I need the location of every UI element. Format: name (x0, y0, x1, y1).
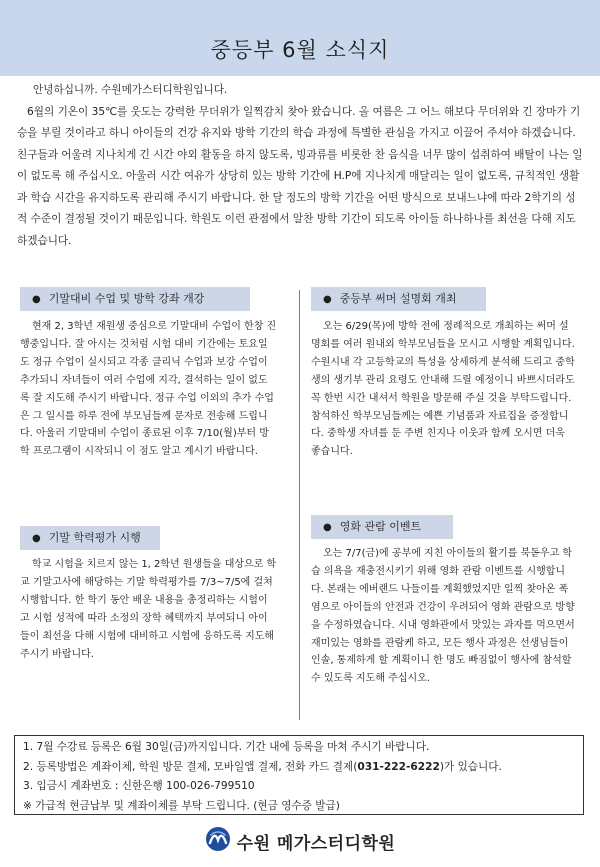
notice-line-4: ※ 가급적 현금납부 및 계좌이체를 부탁 드립니다. (현금 영수증 발급) (23, 799, 340, 812)
section-text-exam-prep (20, 318, 277, 461)
column-divider (299, 290, 300, 720)
notice-line-2 (23, 758, 575, 778)
section-header-summer-briefing (311, 287, 486, 311)
section-title: 기말대비 수업 및 방학 강좌 개강 (48, 292, 205, 305)
section-paragraph: 오는 7/7(금)에 공부에 지친 아이들의 활기를 북돋우고 학습 의욕을 재충전시키기 위해 영화 관람 이벤트를 시행합니다. 본래는 에버랜드 나들이를 계획했었지만 일찍 찾아온 폭염으로 아이들의 안전과 건강이 우려되어 영화 관람으로 방향을 수정하였습니다. 시내 영화관에서 맛있는 과자를 먹으면서 재미있는 영화를 관람케 하고, 모든 행사 과정은 선생님들이 인솔, 통제하게 할 계획이니 한 명도 빠짐없이 행사에 참석할 수 있도록 지도해 주십시오. (311, 548, 575, 685)
section-text-movie-event (311, 545, 576, 688)
section-paragraph: 오는 6/29(목)에 방학 전에 정례적으로 개최하는 써머 설명회를 여러 원내외 학부모님들을 모시고 시행할 계획입니다. 수원시내 각 고등학교의 특성을 상세하게 분석해 드리고 중학생의 생기부 관리 요령도 안내해 드릴 예정이니 바쁘시더라도 꼭 한번 시간 내셔서 학원을 방문해 주실 것을 부탁드립니다. 참석하신 학부모님들께는 예쁜 기념품과 자료집을 증정합니다. 중학생 자녀를 둔 주변 친지나 이웃과 함께 오시면 더욱 좋습니다. (311, 321, 575, 458)
title-bar (0, 0, 600, 76)
section-paragraph: 학교 시험을 치르지 않는 1, 2학년 원생들을 대상으로 학교 기말고사에 해당하는 기말 학력평가를 7/3~7/5에 걸쳐 시행합니다. 한 학기 동안 배운 내용을 총정리하는 시험이고 시험 성적에 따라 소정의 장학 혜택까지 부여되니 아이들이 최선을 다해 시험에 대비하고 시험에 응하도록 지도해 주시기 바랍니다. (20, 559, 277, 660)
academy-name: 수원 메가스터디학원 (236, 833, 396, 854)
bullet-icon: ● (323, 294, 332, 305)
footer (0, 826, 600, 856)
section-title: 중등부 써머 설명회 개최 (339, 292, 457, 305)
notice-box (14, 735, 584, 815)
section-text-final-test (20, 556, 277, 663)
notice-line-2-text: 2. 등록방법은 계좌이체, 학원 방문 결제, 모바일앱 결제, 전화 카드 결제( (23, 760, 358, 773)
notice-line-1: 1. 7월 수강료 등록은 6월 30일(금)까지입니다. 기간 내에 등록을 마쳐 주시기 바랍니다. (23, 741, 430, 753)
page-title: 중등부 6월 소식지 (210, 38, 390, 62)
notice-line-2-suffix: )가 있습니다. (439, 760, 502, 773)
section-title: 영화 관람 이벤트 (339, 520, 422, 533)
intro-text: 6월의 기온이 35℃를 웃도는 강력한 무더위가 일찍감치 찾아 왔습니다. 올 여름은 그 어느 해보다 무더위와 긴 장마가 기승을 부릴 것이라고 하니 아이들의 건강 유지와 방학 기간의 학습 과정에 특별한 관심을 가지고 이끌어 주셔야 하겠습니다. 친구들과 어울려 지나치게 긴 시간 야외 활동을 하지 않도록, 빙과류를 비롯한 찬 음식을 너무 많이 섭취하여 배탈이 나는 일이 없도록 해 주십시오. 아울러 시간 여유가 상당히 있는 방학 기간에 H.P에 지나치게 매달리는 일이 없도록, 규칙적인 생활과 학습 시간을 유지하도록 관리해 주시기 바랍니다. 한 달 정도의 방학 기간을 어떤 방식으로 보내느냐에 따라 2학기의 성적 수준이 결정될 것이기 때문입니다. 학원도 이런 관점에서 알찬 방학 기간이 되도록 아이들 하나하나를 최선을 다해 지도하겠습니다. (17, 105, 583, 247)
section-header-final-test (20, 526, 160, 550)
bullet-icon: ● (32, 533, 41, 544)
section-header-exam-prep (20, 287, 250, 311)
intro-block (17, 80, 583, 252)
bullet-icon: ● (323, 522, 332, 533)
section-header-movie-event (311, 515, 453, 539)
section-title: 기말 학력평가 시행 (48, 531, 141, 544)
phone-number: 031-222-6222 (357, 760, 440, 773)
mega-logo-icon (205, 826, 231, 856)
greeting: 안녕하십니까. 수원메가스터디학원입니다. (33, 84, 228, 96)
bullet-icon: ● (32, 294, 41, 305)
notice-line-3: 3. 입금시 계좌번호 : 신한은행 100-026-799510 (23, 780, 255, 792)
section-text-summer-briefing (311, 318, 576, 461)
section-paragraph: 현재 2, 3학년 재원생 중심으로 기말대비 수업이 한창 진행중입니다. 잘 아시는 것처럼 시험 대비 기간에는 토요일도 정규 수업이 실시되고 각종 클리닉 수업과 보강 수업이 추가되니 자녀들이 여러 수업에 지각, 결석하는 일이 없도록 잘 지도해 주시기 바랍니다. 정규 수업 이외의 추가 수업은 그 일시를 하루 전에 부모님들께 문자로 전송해 드립니다. 아울러 기말대비 수업이 종료된 이후 7/10(월)부터 방학 프로그램이 시작되니 이 점도 알고 계시기 바랍니다. (20, 321, 277, 458)
